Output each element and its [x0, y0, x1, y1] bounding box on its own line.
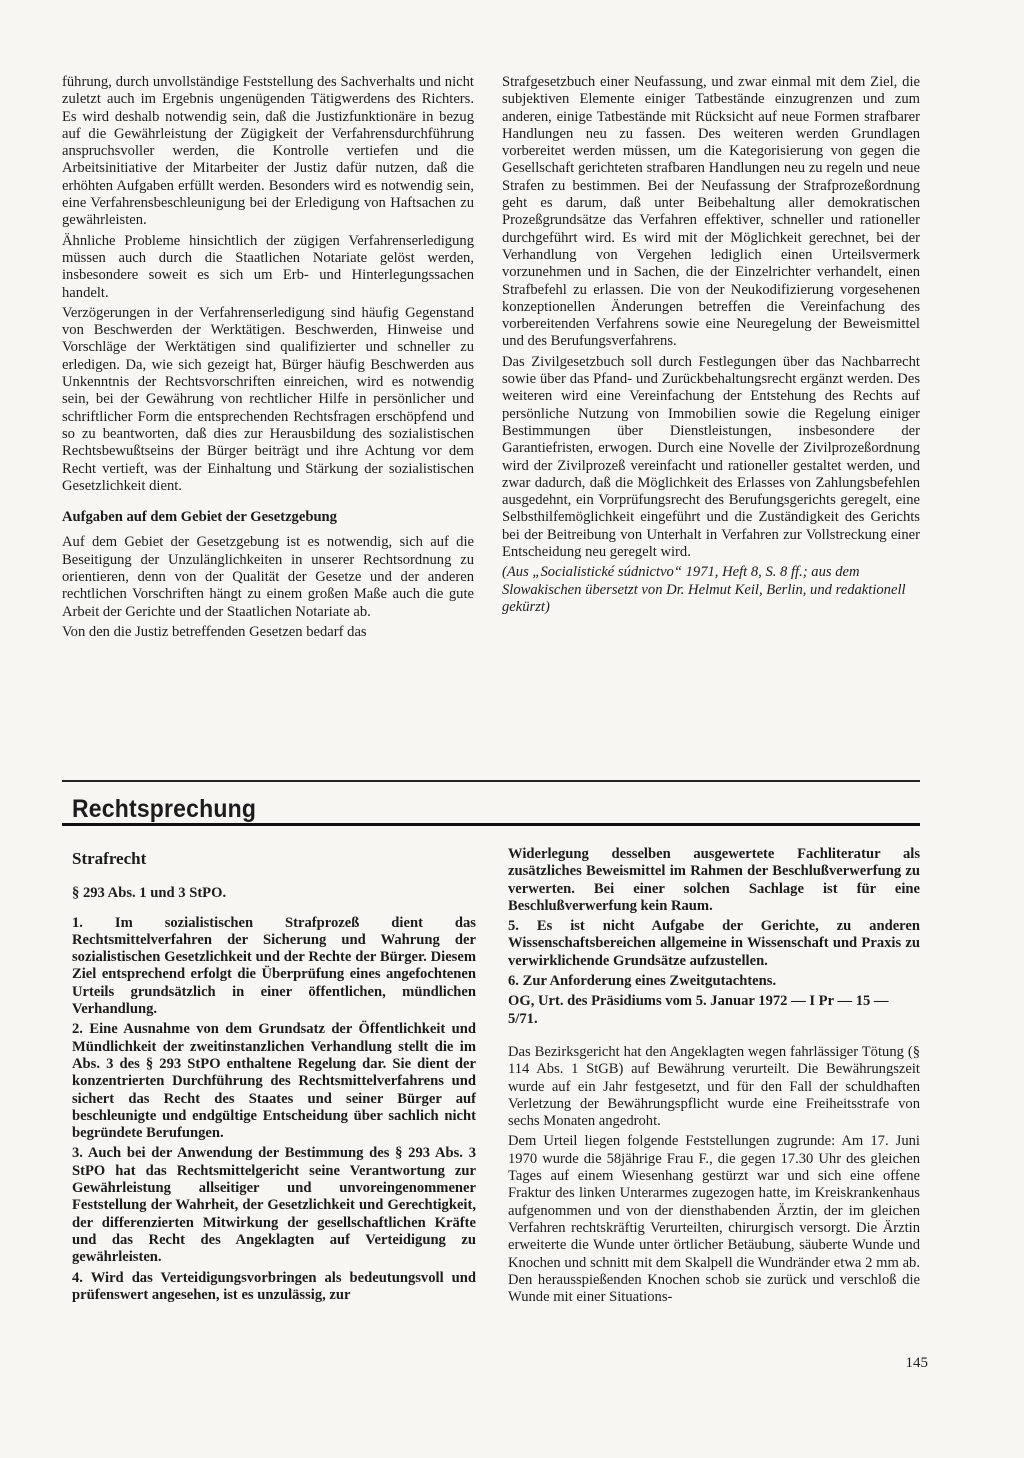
legal-reference: § 293 Abs. 1 und 3 StPO. — [72, 885, 227, 902]
court-citation: OG, Urt. des Präsidiums vom 5. Januar 1972 — I Pr — 15 — 5/71. — [508, 993, 889, 1027]
paragraph: Von den die Justiz betreffenden Gesetzen bedarf das — [62, 623, 367, 640]
headnote-point: 3. Auch bei der Anwendung der Bestimmung des § 293 Abs. 3 StPO hat das Rechtsmittelgericht seine Verantwortung zur Gewährleistung allseitiger und unvoreingenommener Feststellung der Wahrheit, der Gesetzlichkeit und Gerechtigkeit, der differenzierten Mitwirkung der gesellschaftlichen Kräfte und das Recht des Angeklagten auf Verteidigung zu gewährleisten. — [72, 1145, 476, 1266]
section-rule-top — [62, 780, 920, 782]
page-number: 145 — [905, 1355, 928, 1371]
headnote-point: Widerlegung desselben ausgewertete Fachliteratur als zusätzliches Beweismittel im Rahmen der Beschlußverwerfung zu verwerten. Bei einer solchen Sachlage ist für eine Beschlußverwerfung kein Raum. — [508, 846, 920, 914]
headnote-point: 5. Es ist nicht Aufgabe der Gerichte, zu anderen Wissenschaftsbereichen allgemeine in Wissenschaft und Praxis zu verwirklichende Grundsätze aufzustellen. — [508, 918, 920, 969]
paragraph: Ähnliche Probleme hinsichtlich der zügigen Verfahrenserledigung müssen auch durch die Staatlichen Notariate gelöst werden, insbesondere soweit es sich um Erb- und Hinterlegungssachen handelt. — [62, 232, 474, 301]
paragraph: führung, durch unvollständige Feststellung des Sachverhalts und nicht zuletzt auch im Ergebnis ungenügenden Tätigwerdens des Richters. Es wird deshalb notwendig sein, daß die Justizfunktionäre in bezug auf die Gewährleistung der Zügigkeit der Verfahrensdurchführung anspruchsvoller werden, die Kontrolle vertiefen und die Arbeitsinitiative der Mitarbeiter der Justiz dafür nutzen, daß die erhöhten Aufgaben erfüllt werden. Besonders wird es notwendig sein, eine Verfahrensbeschleunigung bei der Erledigung von Haftsachen zu gewährleisten. — [62, 74, 474, 229]
section-heading-gesetzgebung: Aufgaben auf dem Gebiet der Gesetzgebung — [62, 509, 337, 526]
source-citation: (Aus „Socialistické súdnictvo“ 1971, Heft 8, S. 8 ff.; aus dem Slowakischen übersetzt von Dr. Helmut Keil, Berlin, und redaktionell gekürzt) — [502, 564, 906, 615]
headnote-point: 1. Im sozialistischen Strafprozeß dient das Rechtsmittelverfahren der Sicherung und Wahrung der sozialistischen Gesetzlichkeit und der Rechte der Bürger. Diesem Ziel entsprechend erfolgt die Überprüfung eines angefochtenen Urteils grundsätzlich in einer öffentlichen, mündlichen Verhandlung. — [72, 914, 476, 1018]
paragraph: Auf dem Gebiet der Gesetzgebung ist es notwendig, sich auf die Beseitigung der Unzulänglichkeiten in unserer Rechtsordnung zu orientieren, denn von der Qualität der Gesetze und der anderen rechtlichen Vorschriften hängt zu einem großen Maße auch die gute Arbeit der Gerichte und der Staatlichen Notariate ab. — [62, 534, 474, 620]
paragraph: Strafgesetzbuch einer Neufassung, und zwar einmal mit dem Ziel, die subjektiven Elemente einiger Tatbestände einzugrenzen und zum anderen, einige Tatbestände mit Rücksicht auf neue Formen strafbarer Handlungen neu zu fassen. Des weiteren werden Grundlagen vorbereitet werden müssen, um die Kategorisierung von gegen die Gesellschaft gerichteten strafbaren Handlungen neu zu regeln und neue Strafen zu bestimmen. Bei der Neufassung der Strafprozeßordnung geht es darum, daß unter Beibehaltung aller demokratischen Prozeßgrundsätze das Verfahren effektiver, schneller und rationeller durchgeführt wird. Es wird mit der Möglichkeit gerechnet, bei der Verhandlung von Vergehen lediglich einen Urteilsvermerk vorzunehmen und in Sachen, die der Einzelrichter verhandelt, einen Strafbefehl zu erlassen. Die von der Neukodifizierung vorgesehenen konzeptionellen Änderungen betreffen die Vereinfachung des vorbereitenden Verfahrens sowie eine Neuregelung der Beweismittel und des Berufungsverfahrens. — [502, 74, 920, 350]
bottom-left-column — [72, 850, 476, 1307]
paragraph: Dem Urteil liegen folgende Feststellungen zugrunde: Am 17. Juni 1970 wurde die 58jährige Frau F., die gegen 17.30 Uhr des gleichen Tages auf einem Wiesenhang gestürzt war und sich eine offene Fraktur des linken Unterarmes zugezogen hatte, im Kreiskrankenhaus aufgenommen und von der diensthabenden Ärztin, der im gleichen Verfahren rechtskräftig Verurteilten, chirurgisch versorgt. Die Ärztin erweiterte die Wunde unter örtlicher Betäubung, säuberte Wunde und Knochen und schnitt mit dem Skalpell die Wundränder etwa 2 mm ab. Den herausspießenden Knochen schob sie zurück und verschloß die Wunde mit einer Situations- — [508, 1133, 920, 1306]
headnote-point: 4. Wird das Verteidigungsvorbringen als bedeutungsvoll und prüfenswert angesehen, ist es unzulässig, zur — [72, 1269, 476, 1303]
paragraph: Verzögerungen in der Verfahrenserledigung sind häufig Gegenstand von Beschwerden der Werktätigen. Beschwerden, Hinweise und Vorschläge der Werktätigen sind qualifizierter und schneller zu erledigen. Da, wie sich gezeigt hat, Bürger häufig Beschwerden aus Unkenntnis der Rechtsvorschriften einreichen, wird es notwendig sein, bei der Gewährung von rechtlicher Hilfe in persönlicher und schriftlicher Form die entsprechenden Rechtsfragen erschöpfend und so zu beantworten, daß dies zur Herausbildung des sozialistischen Rechtsbewußtseins der Bürger beiträgt und ihre Achtung vor dem Recht vertieft, was der Einhaltung und Stärkung der sozialistischen Gesetzlichkeit dient. — [62, 304, 474, 494]
bottom-right-column — [508, 846, 920, 1309]
top-right-column — [502, 74, 920, 619]
headnote-point: 2. Eine Ausnahme von dem Grundsatz der Öffentlichkeit und Mündlichkeit der zweitinstanzlichen Verhandlung stellt die im Abs. 3 des § 293 StPO enthaltene Regelung dar. Sie dient der konzentrierten Durchführung des Rechtsmittelverfahrens und sichert das Recht des Staates und seiner Bürger auf beschleunigte und endgültige Entscheidung über sachlich nicht begründete Berufungen. — [72, 1021, 476, 1142]
section-rule-bottom — [62, 823, 920, 826]
headnote-point: 6. Zur Anforderung eines Zweitgutachtens. — [508, 973, 777, 990]
top-left-column — [62, 74, 474, 644]
subsection-title: Strafrecht — [72, 849, 147, 868]
paragraph: Das Zivilgesetzbuch soll durch Festlegungen über das Nachbarrecht sowie über das Pfand- und Zurückbehaltungsrecht ergänzt werden. Des weiteren wird eine Vereinfachung der Entstehung des Rechts auf persönliche Nutzung von Immobilien sowie die Regelung einiger Bestimmungen über Dienstleistungen, insbesondere der Garantiefristen, erwogen. Durch eine Novelle der Zivilprozeßordnung wird der Zivilprozeß vereinfacht und rationeller gestaltet werden, und zwar dadurch, daß die Möglichkeit des Erlasses von Zahlungsbefehlen ausgedehnt, ein Vorprüfungsrecht des Berufungsgerichts geregelt, eine Selbsthilfemöglichkeit eingeführt und die Zuständigkeit des Gerichts bei der Beitreibung von Unterhalt in Verfahren zur Vollstreckung einer Entscheidung neu geregelt wird. — [502, 353, 920, 561]
section-title: Rechtsprechung — [72, 795, 257, 823]
paragraph: Das Bezirksgericht hat den Angeklagten wegen fahrlässiger Tötung (§ 114 Abs. 1 StGB) auf Bewährung verurteilt. Die Bewährungszeit wurde auf ein Jahr festgesetzt, und für den Fall der schuldhaften Verletzung der Bewährungspflicht wurde eine Freiheitsstrafe von sechs Monaten angedroht. — [508, 1043, 920, 1130]
